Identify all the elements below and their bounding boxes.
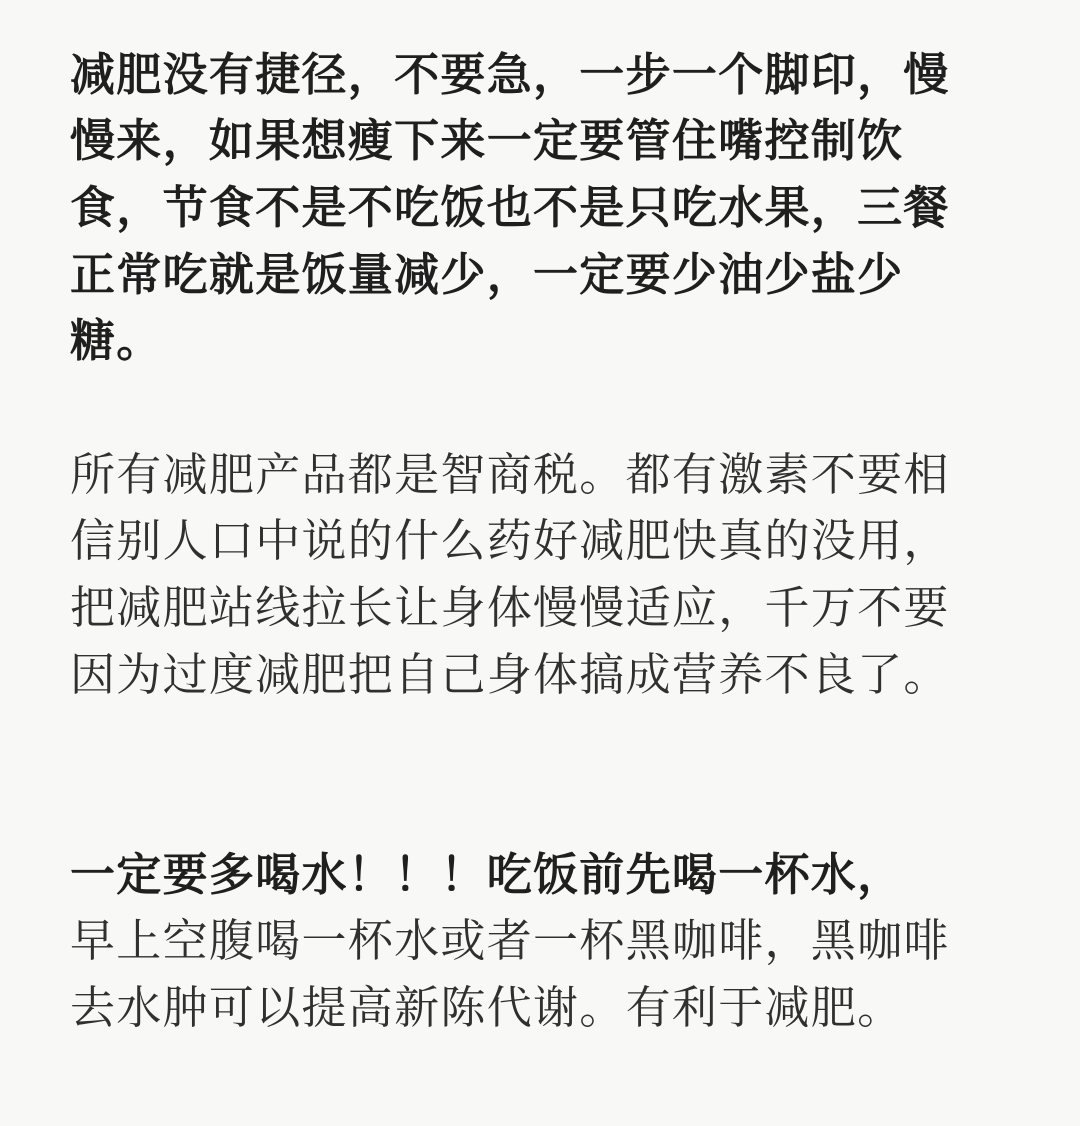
- paragraph-3-line-1: 一定要多喝水！！！吃饭前先喝一杯水，: [70, 848, 904, 901]
- paragraph-1-line-3: 食，节食不是不吃饭也不是只吃水果，三餐: [70, 181, 950, 234]
- paragraph-2-line-3: 把减肥站线拉长让身体慢慢适应，千万不要: [70, 581, 950, 634]
- paragraph-1-line-1: 减肥没有捷径，不要急，一步一个脚印，慢: [70, 48, 950, 101]
- paragraph-3-line-2: 早上空腹喝一杯水或者一杯黑咖啡，黑咖啡: [70, 914, 950, 967]
- paragraph-3-line-3: 去水肿可以提高新陈代谢。有利于减肥。: [70, 981, 904, 1034]
- paragraph-2-line-4: 因为过度减肥把自己身体搞成营养不良了。: [70, 648, 950, 701]
- paragraph-1-line-4: 正常吃就是饭量减少，一定要少油少盐少: [70, 248, 904, 301]
- paragraph-1-line-2: 慢来，如果想瘦下来一定要管住嘴控制饮: [70, 114, 904, 167]
- paragraph-2-line-1: 所有减肥产品都是智商税。都有激素不要相: [70, 448, 950, 501]
- paragraph-2-line-2: 信别人口中说的什么药好减肥快真的没用，: [70, 514, 950, 567]
- paragraph-1-line-5: 糖。: [70, 314, 163, 367]
